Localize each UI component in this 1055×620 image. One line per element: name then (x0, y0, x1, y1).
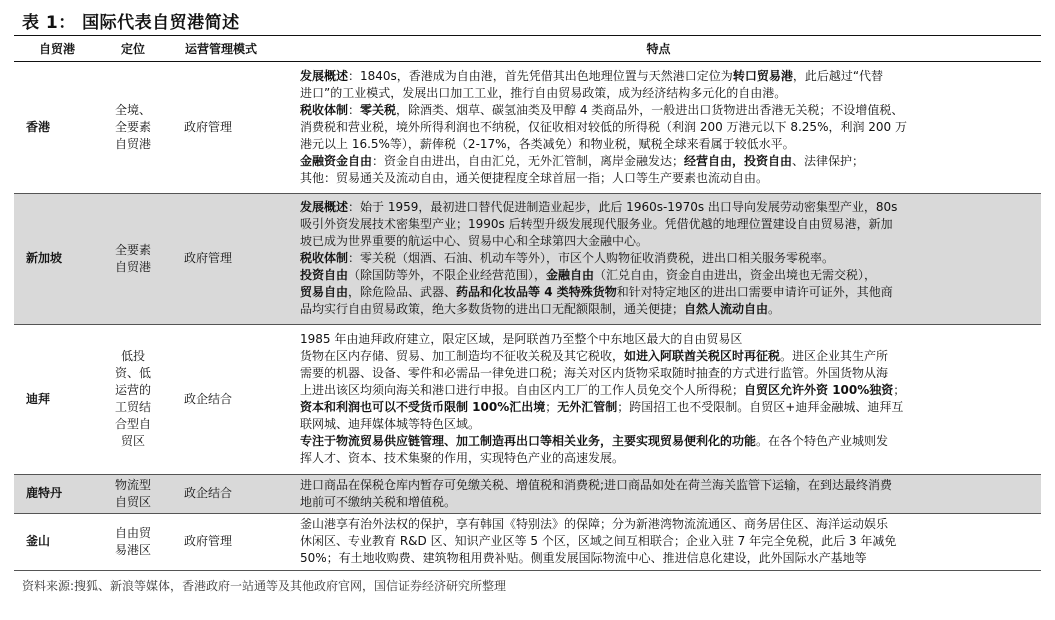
feature-text: ：零关税（烟酒、石油、机动车等外），市区个人购物征收消费税，进出口相关服务零税率。 (348, 251, 835, 265)
port-position (100, 513, 166, 570)
header-features: 特点 (276, 37, 1041, 61)
feature-highlight: 专注于物流贸易供应链管理、加工制造再出口等相关业务，主要实现贸易便利化的功能 (300, 434, 757, 448)
table-row-singapore (14, 193, 1041, 324)
header-mode: 运营管理模式 (166, 37, 276, 61)
port-features (276, 324, 1041, 474)
feature-heading: 税收体制 (300, 251, 349, 265)
feature-heading: 金融资金自由 (300, 153, 373, 168)
port-mode: 政府管理 (166, 513, 276, 570)
feature-text: ，此后越过“代替 (792, 68, 884, 83)
feature-heading: 发展概述 (300, 200, 349, 214)
feature-text: ：资金自由进出，自由汇兑，无外汇管制，离岸金融发达； (372, 153, 685, 168)
port-position (100, 193, 166, 324)
port-features (276, 193, 1041, 324)
port-name: 香港 (14, 61, 100, 193)
feature-text: 地前可不缴纳关税和增值税。 (300, 494, 457, 509)
header-row (14, 37, 1041, 61)
feature-text: 。在各个特色产业城则发 (756, 434, 889, 448)
feature-text: 上进出该区均须向海关和港口进行申报。自由区内工厂的工作人员免交个人所得税； (300, 383, 745, 397)
feature-heading: 金融自由 (546, 268, 595, 282)
feature-highlight: 无外汇管制 (557, 400, 618, 414)
feature-text: 和针对特定地区的进出口需要申请许可证外，其他商 (616, 285, 893, 299)
feature-text: 品均实行自由贸易政策，绝大多数货物的进出口无配额限制，通关便捷； (300, 302, 685, 316)
position-line: 低投 (120, 349, 145, 363)
feature-text: ：始于 1959，最初进口替代促进制造业起步，此后 1960s-1970s 出口导向发展劳动密集型产业，80s (348, 200, 898, 214)
feature-text: ，除危险品、武器、 (348, 285, 457, 299)
port-position (100, 324, 166, 474)
port-position (100, 61, 166, 193)
position-line: 工贸结 (114, 400, 151, 414)
table-row-dubai (14, 324, 1041, 474)
feature-heading: 投资自由 (300, 268, 349, 282)
position-line: 自贸区 (114, 494, 151, 509)
feature-text: 坡已成为世界重要的航运中心、贸易中心和全球第四大金融中心。 (300, 234, 649, 248)
port-name: 新加坡 (14, 193, 100, 324)
feature-text: 吸引外资发展技术密集型产业；1990s 后转型升级发展现代服务业。凭借优越的地理位置建设自由贸易港，新加 (300, 217, 893, 231)
header-position: 定位 (100, 37, 166, 61)
feature-text: 休闲区、专业教育 R&D 区、知识产业区等 5 个区，区域之间互相联合；企业入驻 7 年完全免税，此后 3 年减免 (300, 534, 897, 548)
position-line: 资、低 (114, 366, 151, 380)
source-note: 资料来源:搜狐、新浪等媒体，香港政府一站通等及其他政府官网，国信证券经济研究所整理 (22, 579, 507, 593)
port-features (276, 513, 1041, 570)
feature-highlight: 如进入阿联酋关税区时再征税 (624, 349, 781, 363)
feature-text: ： (348, 102, 361, 117)
feature-highlight: 零关税 (360, 102, 397, 117)
feature-highlight: 资本和利润也可以不受货币限制 100%汇出境 (300, 400, 546, 414)
position-line: 运营的 (114, 383, 151, 397)
position-line: 自贸港 (114, 259, 151, 274)
feature-text: 1985 年由迪拜政府建立，限定区域，是阿联酋乃至整个中东地区最大的自由贸易区 (300, 332, 743, 346)
position-line: 物流型 (114, 477, 151, 492)
feature-highlight: 药品和化妆品等 4 类特殊货物 (456, 285, 617, 299)
position-line: 自贸港 (114, 136, 151, 151)
feature-text: 挥人才、资本、技术集聚的作用，实现特色产业的高速发展。 (300, 451, 625, 465)
position-line: 合型自 (114, 417, 151, 431)
table-row-hongkong (14, 61, 1041, 193)
feature-text: 、法律保护； (792, 153, 865, 168)
feature-text: ； (545, 400, 558, 414)
feature-heading: 贸易自由 (300, 285, 349, 299)
feature-text: 货物在区内存储、贸易、加工制造均不征收关税及其它税收， (300, 349, 625, 363)
table-row-rotterdam (14, 474, 1041, 513)
feature-text: 进口商品在保税仓库内暂存可免缴关税、增值税和消费税;进口商品如处在荷兰海关监管下运输，在到达最终消费 (300, 477, 893, 492)
port-name: 迪拜 (14, 324, 100, 474)
port-mode: 政府管理 (166, 193, 276, 324)
feature-text: 其他：贸易通关及流动自由，通关便捷程度全球首屈一指；人口等生产要素也流动自由。 (300, 170, 769, 185)
port-mode: 政府管理 (166, 61, 276, 193)
free-trade-port-table (14, 37, 1041, 571)
feature-text: 50%；有土地收购费、建筑物租用费补贴。侧重发展国际物流中心、推进信息化建设，此外国际水产基地等 (300, 551, 867, 565)
feature-text: 需要的机器、设备、零件和必需品一律免进口税；海关对区内货物采取随时抽查的方式进行监管。外国货物从海 (300, 366, 889, 380)
feature-text: ：1840s，香港成为自由港，首先凭借其出色地理位置与天然港口定位为 (348, 68, 733, 83)
port-name: 鹿特丹 (14, 474, 100, 513)
port-mode: 政企结合 (166, 474, 276, 513)
feature-text: 。进区企业其生产所 (780, 349, 889, 363)
feature-heading: 发展概述 (300, 68, 349, 83)
feature-heading: 税收体制 (300, 102, 349, 117)
port-name: 釜山 (14, 513, 100, 570)
feature-highlight: 经营自由，投资自由 (684, 153, 793, 168)
position-line: 易港区 (114, 542, 151, 557)
feature-highlight: 自然人流动自由 (684, 302, 769, 316)
position-line: 自由贸 (114, 525, 151, 540)
port-mode: 政企结合 (166, 324, 276, 474)
header-name: 自贸港 (14, 37, 100, 61)
feature-text: 。 (768, 302, 781, 316)
port-features (276, 61, 1041, 193)
title-rule (14, 35, 1041, 36)
feature-text: （除国防等外，不限企业经营范围）， (348, 268, 547, 282)
feature-highlight: 自贸区允许外资 100%独资 (744, 383, 894, 397)
port-features (276, 474, 1041, 513)
position-line: 全要素 (114, 119, 151, 134)
table-row-busan (14, 513, 1041, 570)
feature-text: 消费税和营业税，境外所得利润也不纳税，仅征收相对较低的所得税（利润 200 万港元以下 8.25%，利润 200 万 (300, 119, 908, 134)
feature-text: ，除酒类、烟草、碳氢油类及甲醇 4 类商品外，一般进出口货物进出香港无关税；不设增值税、 (396, 102, 904, 117)
position-line: 全境、 (114, 102, 151, 117)
feature-highlight: 转口贸易港 (732, 68, 793, 83)
feature-text: （汇兑自由，资金自由进出，资金出境也无需交税）， (594, 268, 877, 282)
position-line: 贸区 (120, 434, 145, 448)
feature-text: ；跨国招工也不受限制。自贸区+迪拜金融城、迪拜互 (617, 400, 904, 414)
feature-text: 进口”的工业模式，发展出口加工工业，推行自由贸易政策，成为经济结构多元化的自由港。 (300, 85, 787, 100)
feature-text: 联网城、迪拜媒体城等特色区域。 (300, 417, 481, 431)
position-line: 全要素 (114, 242, 151, 257)
feature-text: 港元以上 16.5%等），薪俸税（2-17%，各类减免）和物业税，赋税全球来看属于较低水平。 (300, 136, 795, 151)
feature-text: ； (893, 383, 906, 397)
feature-text: 釜山港享有治外法权的保护，享有韩国《特别法》的保障；分为新港湾物流流通区、商务居住区、海洋运动娱乐 (300, 517, 889, 531)
port-position (100, 474, 166, 513)
table-title: 表 1： 国际代表自贸港简述 (22, 13, 240, 33)
